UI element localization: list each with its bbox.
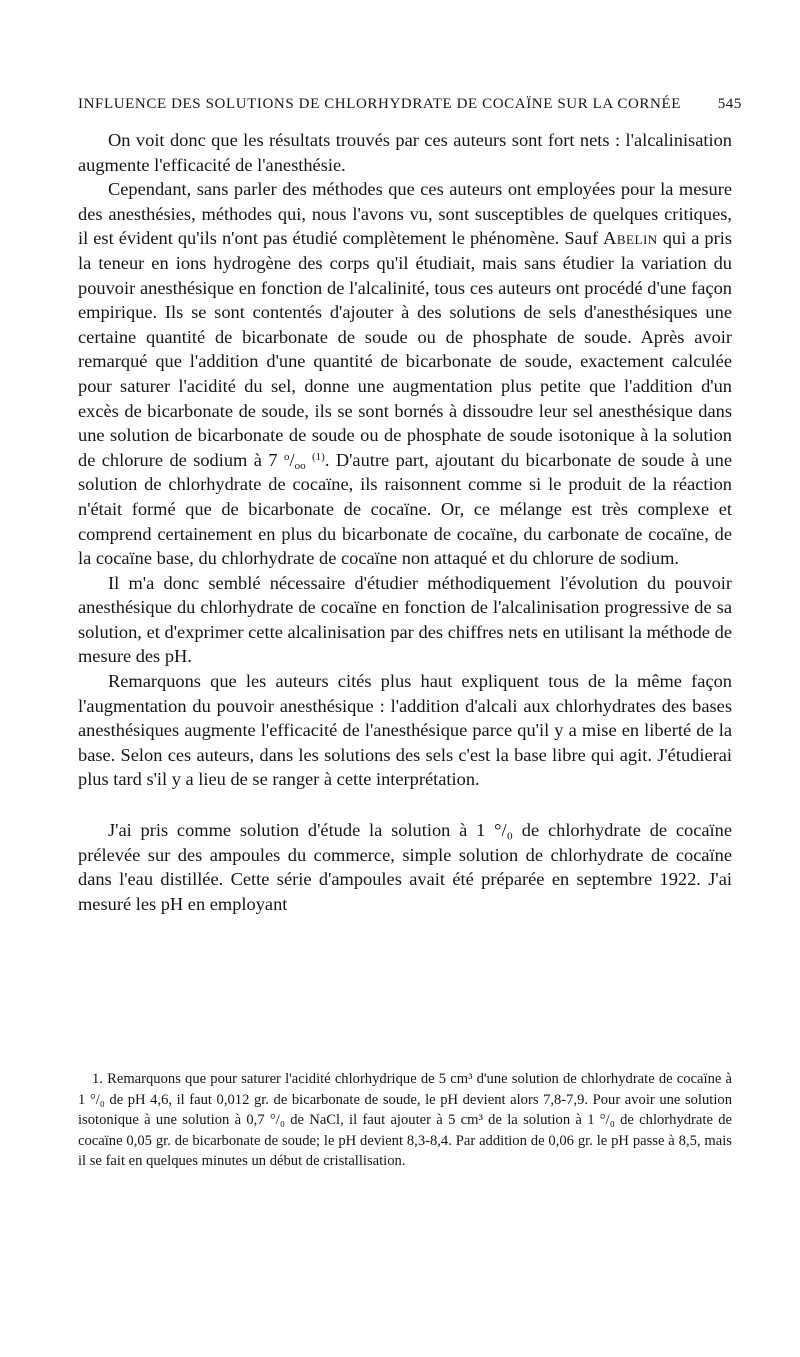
- paragraph-2-part-c: . D'autre part, ajoutant du bicarbonate de soude à une solution de chlorhydrate de cocaïne, ils raisonnent comme si le produit de la réaction n'était formé que de bicarbonate de cocaïne. Or, ce mélange est très complexe et comprend certainement en plus du bicarbonate de cocaïne, du carbonate de cocaïne, de la cocaïne base, du chlorhydrate de cocaïne non attaqué et du chlorure de sodium.: [78, 449, 732, 569]
- author-name-abelin: Abelin: [603, 228, 658, 249]
- paragraph-2-part-a: Cependant, sans parler des méthodes que ces auteurs ont employées pour la mesure des anesthésies, méthodes qui, nous l'avons vu, sont susceptibles de quelques critiques, il est évident qu'ils n'ont pas étudié complètement le phénomène. Sauf: [78, 179, 732, 249]
- page-number: 545: [717, 96, 742, 112]
- permille-sign-bottom: oo: [294, 459, 306, 472]
- paragraph-2-part-b: qui a pris la teneur en ions hydrogène des corps qu'il étudiait, mais sans étudier la variation du pouvoir anesthésique en fonction de l'alcalinité, tous ces auteurs ont procédé d'une façon empirique. Ils se sont contentés d'ajouter à des solutions de sels d'anesthésiques une certaine quantité de bicarbonate de soude ou de phosphate de soude. Après avoir remarqué que l'addition d'une quantité de bicarbonate de soude, exactement calculée pour saturer l'acidité du sel, donne une augmentation plus petite que l'addition d'un excès de bicarbonate de soude, ils se sont bornés à dissoudre leur sel anesthésique dans une solution de bicarbonate de soude ou de phosphate de soude isotonique à la solution de chlorure de sodium à 7: [78, 228, 732, 470]
- paragraph-4: Remarquons que les auteurs cités plus haut expliquent tous de la même façon l'augmentation du pouvoir anesthésique : l'addition d'alcali aux chlorhydrates des bases anesthésiques augmente l'efficacité de l'anesthésique parce qu'il y a mise en liberté de la base. Selon ces auteurs, dans les solutions des sels c'est la base libre qui agit. J'étudierai plus tard s'il y a lieu de se ranger à cette interprétation.: [78, 671, 732, 790]
- footnote-1: 1. Remarquons que pour saturer l'acidité chlorhydrique de 5 cm³ d'une solution de chlorhydrate de cocaïne à 1 °/₀ de pH 4,6, il faut 0,012 gr. de bicarbonate de soude, le pH devient alors 7,8-7,9. Pour avoir une solution isotonique à une solution à 0,7 °/₀ de NaCl, il faut ajouter à 5 cm³ de la solution à 1 °/₀ de chlorhydrate de cocaïne 0,05 gr. de bicarbonate de soude; le pH devient 8,3-8,4. Par addition de 0,06 gr. le pH passe à 8,5, mais il se fait en quelques minutes un début de cristallisation.: [78, 1071, 732, 1170]
- paragraph-5: [78, 818, 732, 916]
- percent-sign: °/₀: [494, 820, 514, 841]
- main-text: [78, 128, 732, 916]
- running-title: INFLUENCE DES SOLUTIONS DE CHLORHYDRATE DE COCAÏNE SUR LA CORNÉE: [78, 96, 681, 112]
- permille-sign-top: o: [283, 450, 290, 463]
- paragraph-3: Il m'a donc semblé nécessaire d'étudier méthodiquement l'évolution du pouvoir anesthésique du chlorhydrate de cocaïne en fonction de l'alcalinisation progressive de sa solution, et d'exprimer cette alcalinisation par des chiffres nets en utilisant la méthode de mesure des pH.: [78, 572, 732, 667]
- footnote-reference-1: (1): [311, 450, 325, 463]
- permille-sign-slash: /: [289, 449, 295, 470]
- paragraph-2: [78, 177, 732, 571]
- paragraph-1: On voit donc que les résultats trouvés par ces auteurs sont fort nets : l'alcalinisation augmente l'efficacité de l'anesthésie.: [78, 130, 732, 175]
- paragraph-5-part-a: J'ai pris comme solution d'étude la solution à 1: [108, 820, 495, 841]
- paragraph-5-part-b: de chlorhydrate de cocaïne prélevée sur des ampoules du commerce, simple solution de chlorhydrate de cocaïne dans l'eau distillée. Cette série d'ampoules avait été préparée en septembre 1922. J'ai mesuré les pH en employant: [78, 820, 732, 914]
- footnotes: [78, 1069, 732, 1172]
- running-header: [78, 96, 742, 118]
